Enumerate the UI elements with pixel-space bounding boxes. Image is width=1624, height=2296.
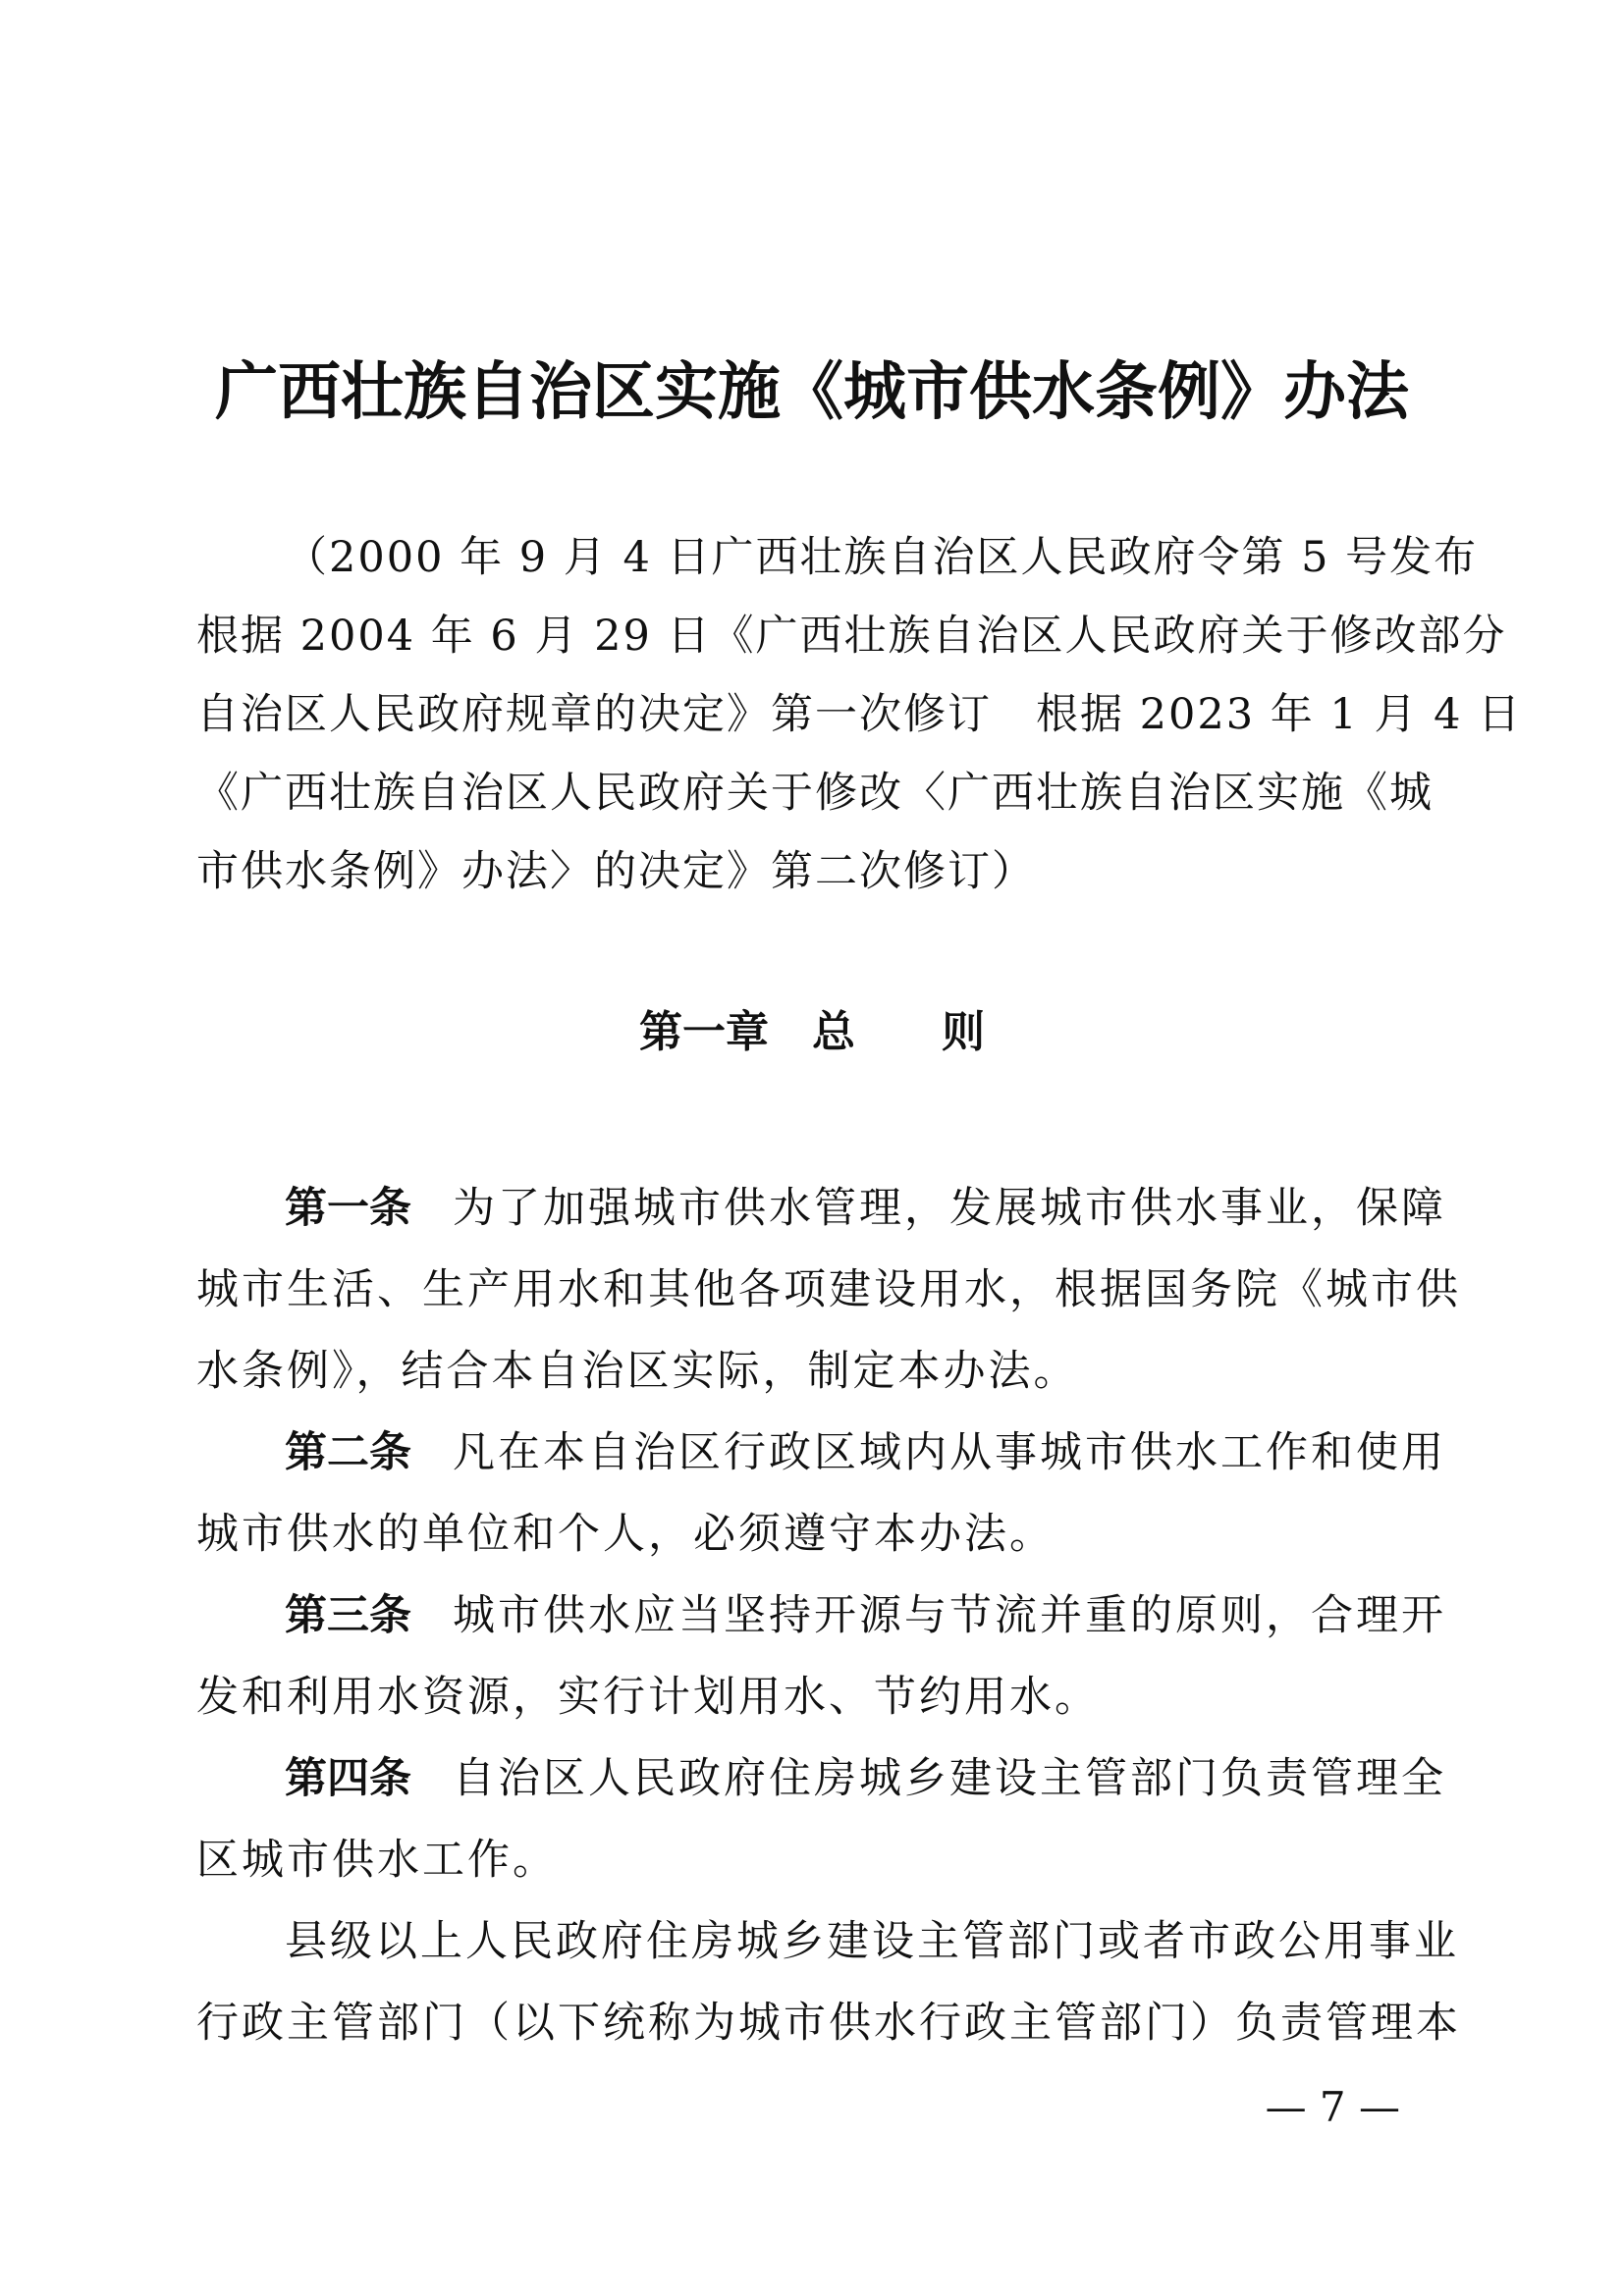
preamble-line: 市供水条例》办法〉的决定》第二次修订） (196, 847, 1036, 896)
preamble-line: （2000 年 9 月 4 日广西壮族自治区人民政府令第 5 号发布 (285, 533, 1479, 582)
article-text: 凡在本自治区行政区域内从事城市供水工作和使用 (453, 1428, 1446, 1477)
preamble-line: 根据 2004 年 6 月 29 日《广西壮族自治区人民政府关于修改部分 (196, 612, 1507, 661)
paragraph-line: 县级以上人民政府住房城乡建设主管部门或者市政公用事业 (285, 1917, 1459, 1966)
article-label: 第三条 (285, 1591, 411, 1640)
article-2-line: 城市供水的单位和个人，必须遵守本办法。 (196, 1510, 1055, 1559)
article-text: 为了加强城市供水管理，发展城市供水事业，保障 (453, 1184, 1446, 1233)
article-3-line: 发和利用水资源，实行计划用水、节约用水。 (196, 1673, 1100, 1722)
article-3-line (196, 1575, 1446, 1657)
article-4-line: 区城市供水工作。 (196, 1836, 558, 1885)
body-text (196, 1168, 1461, 2064)
document-title: 广西壮族自治区实施《城市供水条例》办法 (215, 356, 1409, 429)
article-1-line: 水条例》，结合本自治区实际，制定本办法。 (196, 1347, 1079, 1396)
preamble (196, 518, 1523, 911)
page-number: — 7 — (1265, 2083, 1400, 2131)
chapter-heading (196, 1003, 1428, 1062)
article-4-line (196, 1738, 1446, 1820)
article-1-line: 城市生活、生产用水和其他各项建设用水，根据国务院《城市供 (196, 1265, 1461, 1314)
article-text: 城市供水应当坚持开源与节流并重的原则，合理开 (453, 1591, 1446, 1640)
article-2-line (196, 1413, 1446, 1494)
article-text: 自治区人民政府住房城乡建设主管部门负责管理全 (453, 1754, 1446, 1803)
chapter-name: 总 则 (812, 1007, 985, 1057)
article-label: 第四条 (285, 1754, 411, 1803)
paragraph-line: 行政主管部门（以下统称为城市供水行政主管部门）负责管理本 (196, 1999, 1461, 2048)
preamble-line: 自治区人民政府规章的决定》第一次修订 根据 2023 年 1 月 4 日 (196, 690, 1523, 739)
article-label: 第二条 (285, 1428, 411, 1477)
preamble-line: 《广西壮族自治区人民政府关于修改〈广西壮族自治区实施《城 (196, 769, 1434, 818)
article-label: 第一条 (285, 1184, 411, 1233)
article-1-line (196, 1168, 1446, 1250)
chapter-number: 第一章 (639, 1007, 769, 1057)
